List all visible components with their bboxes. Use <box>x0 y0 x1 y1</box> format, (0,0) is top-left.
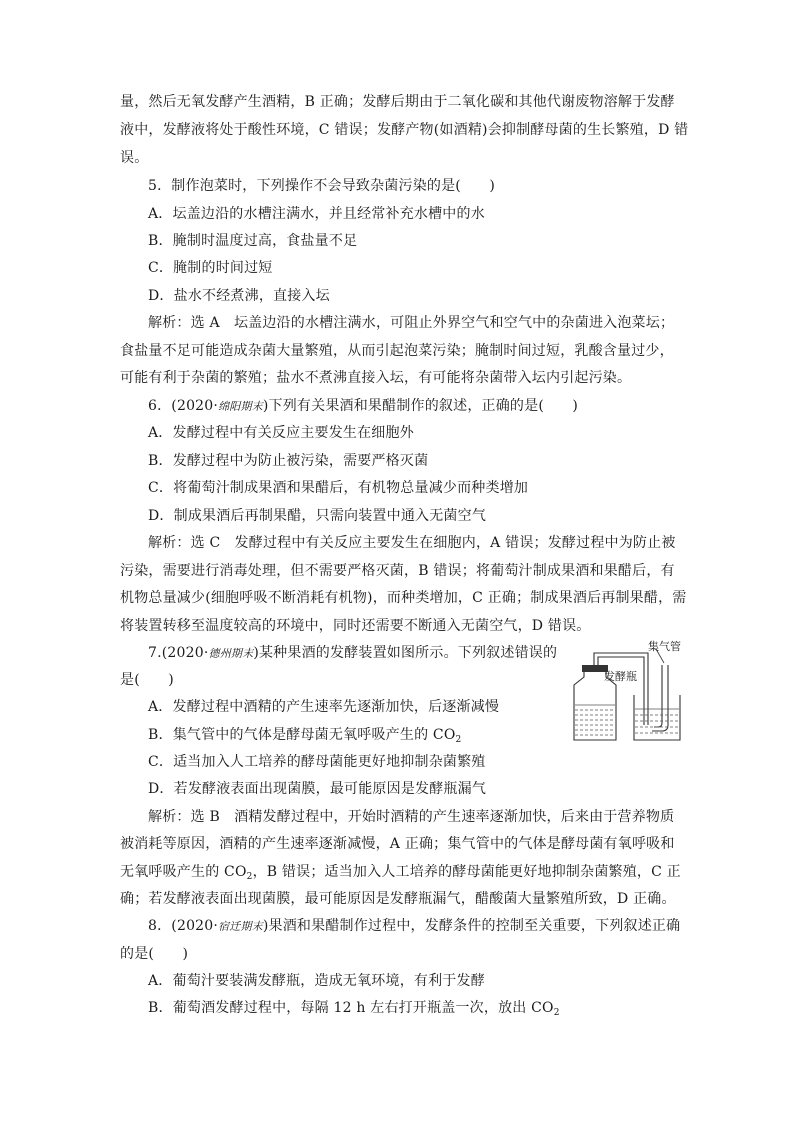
option-c: C．腌制的时间过短 <box>148 260 273 276</box>
option-c: C．将葡萄汁制成果酒和果醋后，有机物总量减少而种类增加 <box>148 480 529 496</box>
explanation-line: 被消耗等原因，酒精的产生速率逐渐减慢，A 正确；集气管中的气体是酵母菌有氧呼吸和 <box>120 836 675 852</box>
option-d: D．制成果酒后再制果醋，只需向装置中通入无菌空气 <box>148 508 487 524</box>
explanation-line: 无氧呼吸产生的 $CO_2$，B 错误；适当加入人工培养的酵母菌能更好地抑制杂菌繁殖，C 正 <box>120 864 681 882</box>
text-line: 液中，发酵液将处于酸性环境，C 错误；发酵产物(如酒精)会抑制酵母菌的生长繁殖，D 错 <box>120 122 689 138</box>
explanation-line: 确；若发酵液表面出现菌膜，最可能原因是发酵瓶漏气，醋酸菌大量繁殖所致，D 正确。 <box>120 891 676 907</box>
option-b: B．发酵过程中为防止被污染，需要严格灭菌 <box>148 453 429 469</box>
question-7: 7.(2020·德州期末)某种果酒的发酵装置如图所示。下列叙述错误的 <box>148 645 558 661</box>
question-6: 6．(2020·绵阳期末)下列有关果酒和果醋制作的叙述，正确的是( ) <box>148 398 579 414</box>
option-b: B．腌制时温度过高，食盐量不足 <box>148 233 358 249</box>
explanation-line: 污染，需要进行消毒处理，但不需要严格灭菌，B 错误；将葡萄汁制成果酒和果醋后，有 <box>120 563 675 579</box>
explanation-line: 可能有利于杂菌的繁殖；盐水不煮沸直接入坛，有可能将杂菌带入坛内引起污染。 <box>120 370 632 386</box>
option-a: A．坛盖边沿的水槽注满水，并且经常补充水槽中的水 <box>148 206 485 222</box>
option-c: C．适当加入人工培养的酵母菌能更好地抑制杂菌繁殖 <box>148 754 486 770</box>
option-b: B．葡萄酒发酵过程中，每隔 12 h 左右打开瓶盖一次，放出 $CO_2$ <box>148 1000 560 1018</box>
explanation-line: 解析：选 B 酒精发酵过程中，开始时酒精的产生速率逐渐加快，后来由于营养物质 <box>148 809 675 825</box>
option-b: B．集气管中的气体是酵母菌无氧呼吸产生的 $CO_2$ <box>148 727 462 745</box>
flask-label: 发酵瓶 <box>604 670 637 683</box>
source-tag: 宿迁期末 <box>218 920 263 933</box>
text-line: 量，然后无氧发酵产生酒精，B 正确；发酵后期由于二氧化碳和其他代谢废物溶解于发酵 <box>120 94 675 110</box>
text-line: 的是( ) <box>120 946 189 962</box>
explanation-line: 解析：选 C 发酵过程中有关反应主要发生在细胞内，A 错误；发酵过程中为防止被 <box>148 535 676 551</box>
explanation-line: 机物总量减少(细胞呼吸不断消耗有机物)，而种类增加，C 正确；制成果酒后再制果醋，需 <box>120 590 687 606</box>
explanation-line: 食盐量不足可能造成杂菌大量繁殖，从而引起泡菜污染；腌制时间过短，乳酸含量过少， <box>120 343 674 359</box>
text-line: 误。 <box>120 150 149 166</box>
option-a: A．发酵过程中酒精的产生速率先逐渐加快，后逐渐减慢 <box>148 699 500 715</box>
option-d: D．盐水不经煮沸，直接入坛 <box>148 288 330 304</box>
apparatus-svg <box>566 645 686 745</box>
source-tag: 绵阳期末 <box>218 400 263 413</box>
text-line: 是( ) <box>120 672 174 688</box>
option-d: D．若发酵液表面出现菌膜，最可能原因是发酵瓶漏气 <box>148 781 487 797</box>
source-tag: 德州期末 <box>208 647 254 660</box>
explanation-line: 解析：选 A 坛盖边沿的水槽注满水，可阻止外界空气和空气中的杂菌进入泡菜坛； <box>148 315 675 331</box>
option-a: A．葡萄汁要装满发酵瓶，造成无氧环境，有利于发酵 <box>148 973 485 989</box>
collecting-tube-label: 集气管 <box>648 640 681 653</box>
fermentation-apparatus-diagram <box>566 640 686 745</box>
question-5: 5．制作泡菜时，下列操作不会导致杂菌污染的是( ) <box>148 178 496 194</box>
explanation-line: 将装置转移至温度较高的环境中，同时还需要不断通入无菌空气，D 错误。 <box>120 618 591 634</box>
question-8: 8．(2020·宿迁期末)果酒和果醋制作过程中，发酵条件的控制至关重要，下列叙述正确 <box>148 918 681 934</box>
option-a: A．发酵过程中有关反应主要发生在细胞外 <box>148 425 414 441</box>
